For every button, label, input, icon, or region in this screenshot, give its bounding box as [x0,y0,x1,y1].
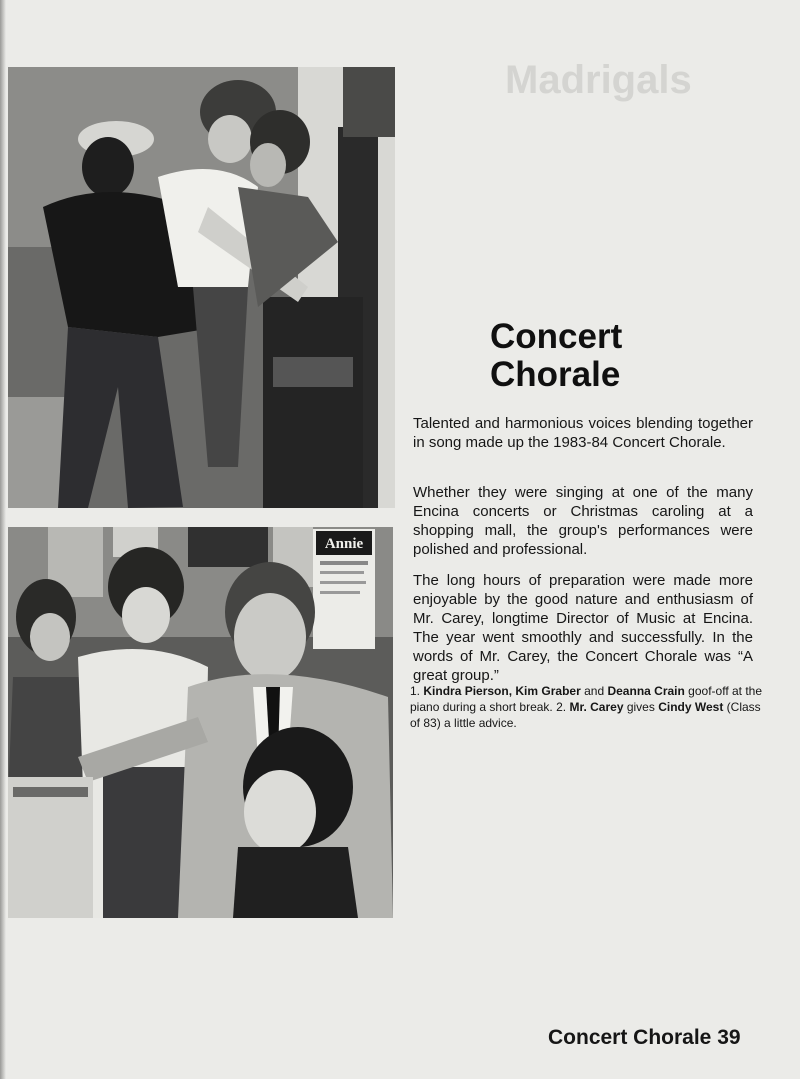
body-paragraph-2: Whether they were singing at one of the many Encina concerts or Christmas caroling at a shopping mall, the group's performances were polished and professional. [413,484,753,558]
caption-number-1: 1. [410,684,421,698]
bleed-through-heading: Madrigals [505,58,692,102]
footer-section-title: Concert Chorale [548,1026,712,1049]
caption-text-2: (Class of 83) a little advice. [410,700,761,730]
footer-page-number: 39 [717,1026,741,1049]
photo-students-at-piano [8,67,395,508]
caption-name-cindy: Cindy West [658,700,724,714]
title-line-2: Chorale [490,355,621,394]
annie-poster-text: Annie [324,536,364,552]
title-line-1: Concert [490,317,623,356]
caption-and: and [584,684,605,698]
caption-text-1: goof-off at the piano during a short break. [410,684,763,714]
caption-name-kindra: Kindra Pierson, [423,684,513,698]
photo-caption [410,683,765,731]
page-title [490,318,622,394]
body-paragraph-1: Talented and harmonious voices blending together in song made up the 1983-84 Concert Chorale. [413,415,753,451]
caption-name-deanna: Deanna Crain [607,684,685,698]
caption-gives: gives [626,700,655,714]
body-paragraph-3: The long hours of preparation were made more enjoyable by the good nature and enthusiasm of Mr. Carey, longtime Director of Music at Encina. The year went smoothly and successfully. In the words of Mr. Carey, the Concert Chorale was “A great group.” [413,572,753,684]
caption-name-mr-carey: Mr. Carey [569,700,624,714]
page-footer [548,1026,741,1050]
caption-name-kim: Kim Graber [515,684,581,698]
page-binding-shadow [0,0,6,1079]
caption-number-2: 2. [556,700,567,714]
photo-mr-carey-advising [8,527,393,918]
